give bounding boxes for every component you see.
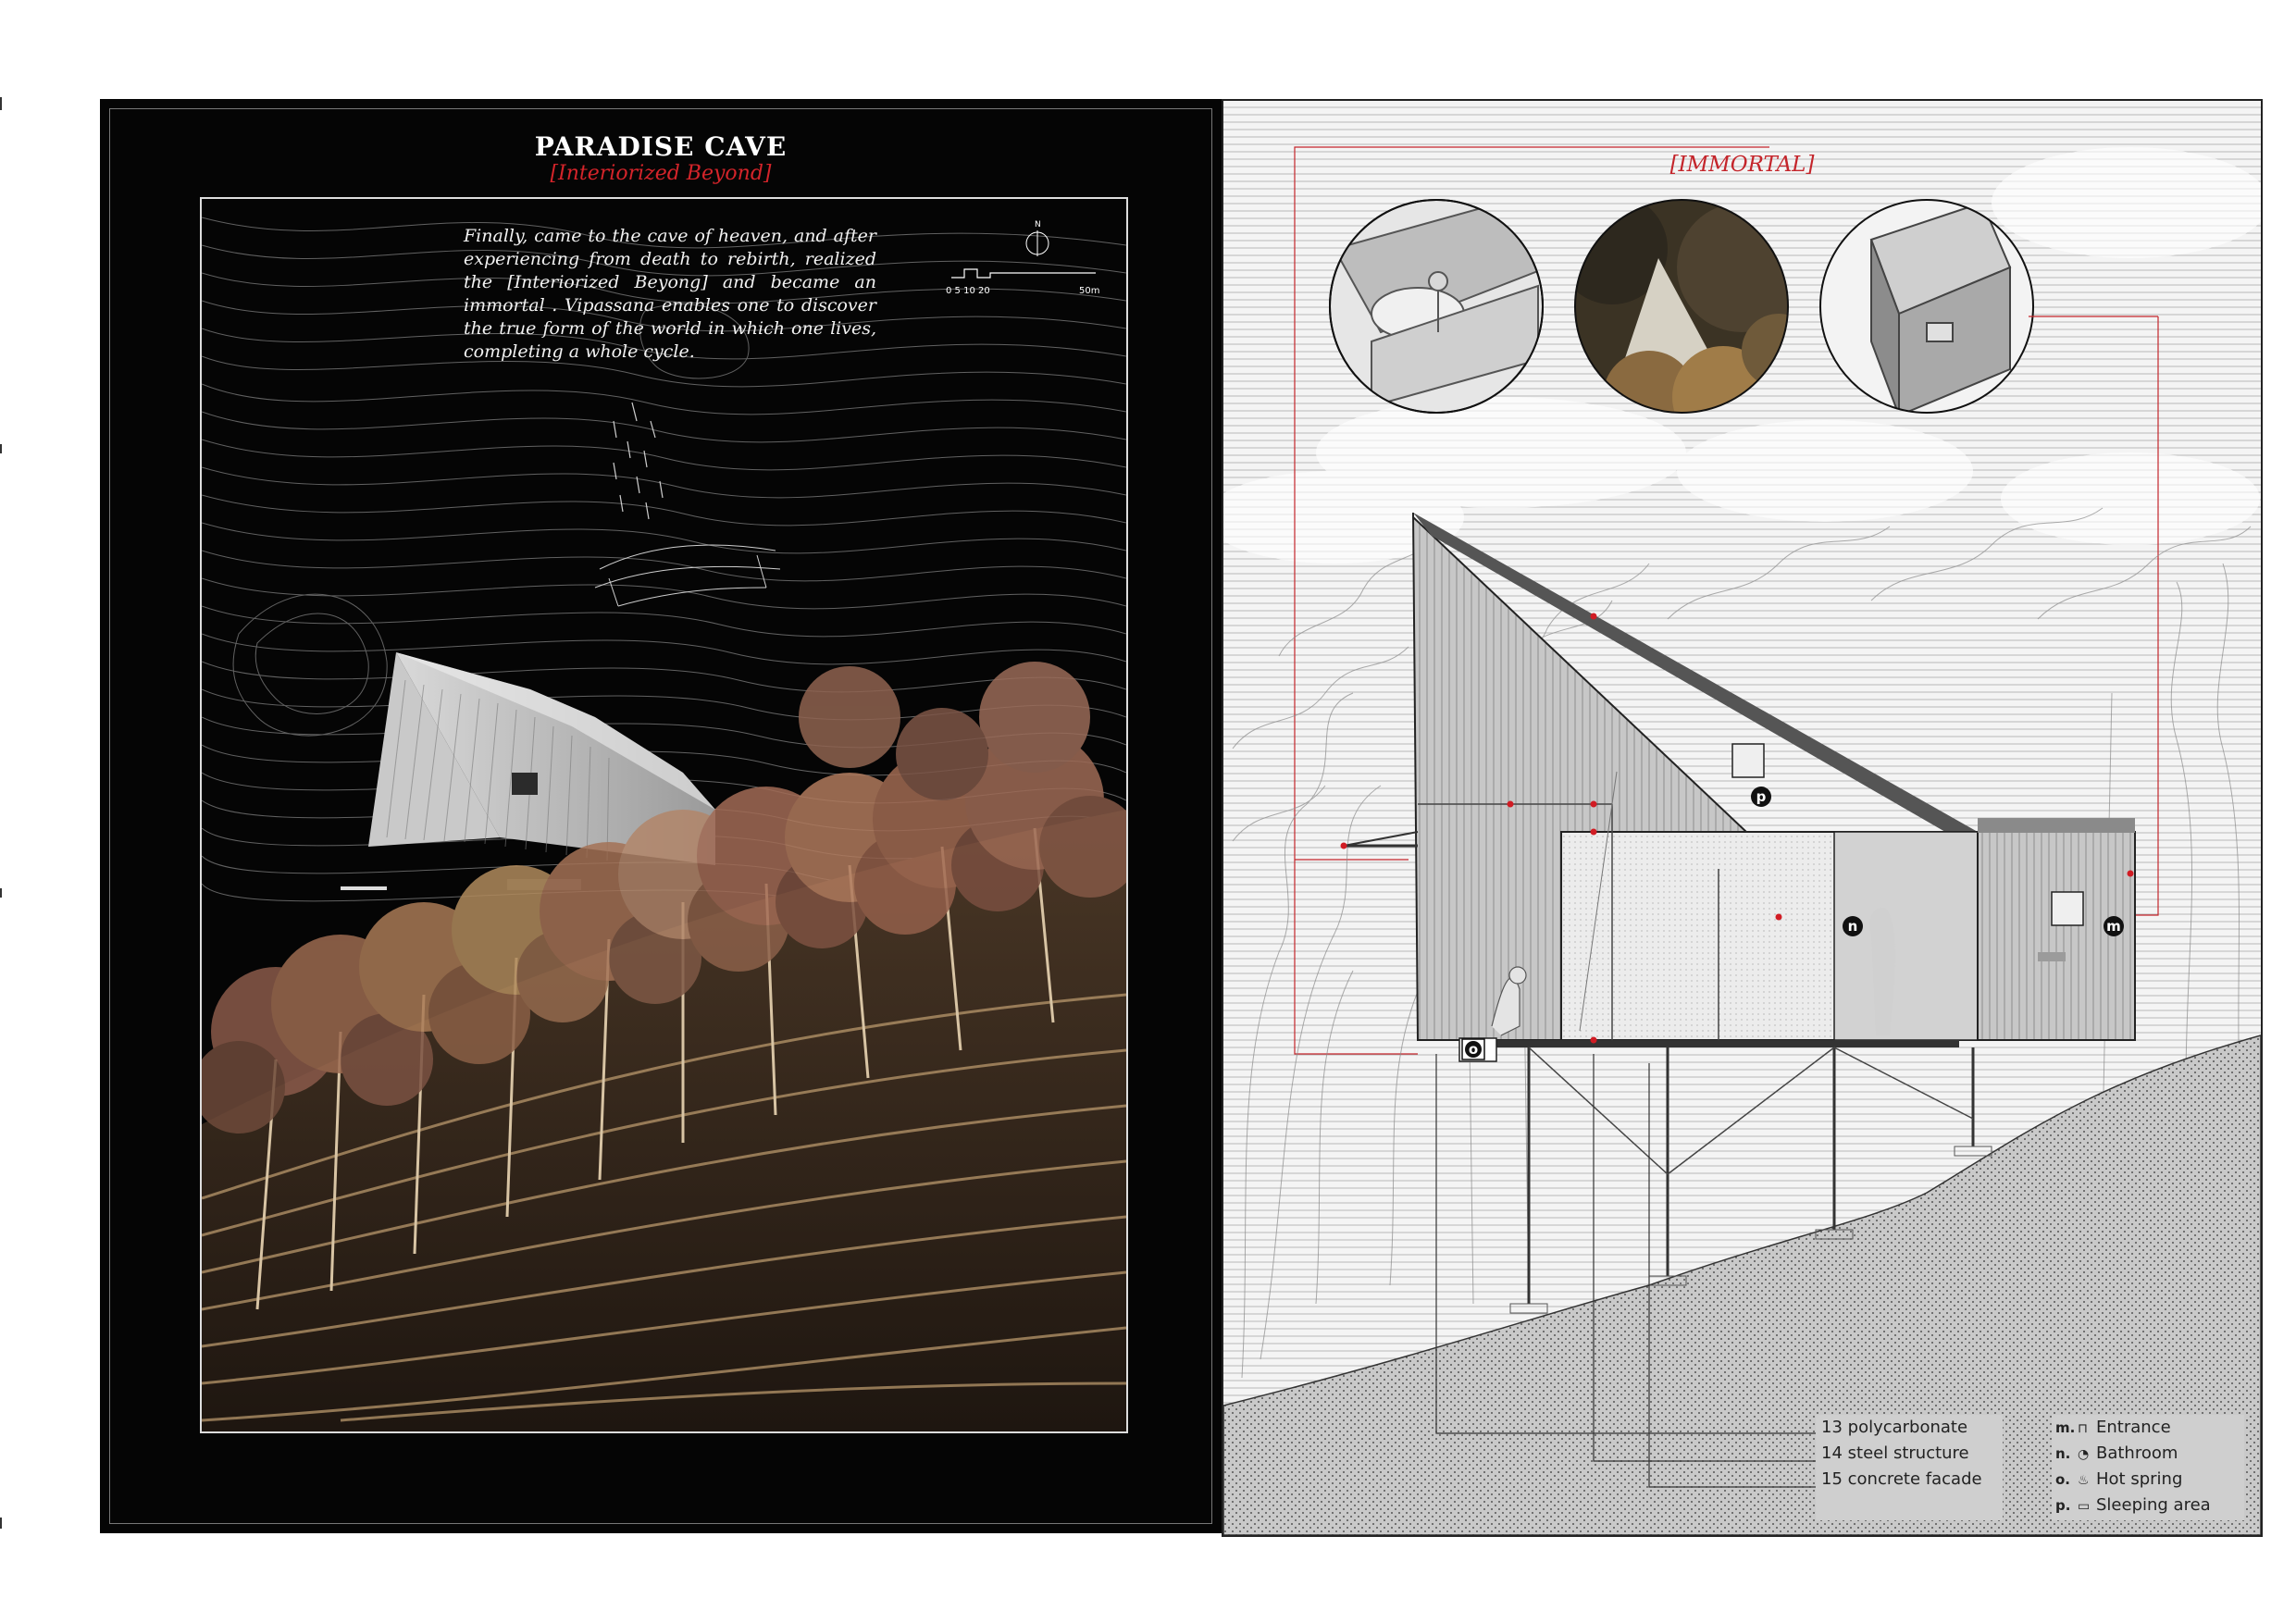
right-panel bbox=[1222, 99, 2263, 1537]
scale-ticks-label: 0 5 10 20 bbox=[946, 286, 990, 296]
area-item: m. ⊓ Entrance bbox=[2055, 1415, 2240, 1441]
edge-tick bbox=[0, 888, 2, 898]
panel-subtitle: [Interiorized Beyond] bbox=[550, 162, 772, 185]
material-item: 15 concrete facade bbox=[1821, 1469, 1982, 1489]
edge-tick bbox=[0, 1518, 2, 1529]
marker-m-label: m bbox=[2106, 918, 2121, 935]
marker-p-label: p bbox=[1756, 788, 1767, 805]
area-item: p. ▭ Sleeping area bbox=[2055, 1493, 2240, 1518]
section-title: [IMMORTAL] bbox=[1669, 153, 1815, 177]
vignette-bathroom bbox=[1820, 200, 2033, 415]
edge-tick bbox=[0, 97, 2, 110]
sleeping-area-icon: ▭ bbox=[2078, 1499, 2091, 1514]
bridge-sketch bbox=[595, 545, 780, 606]
material-item: 14 steel structure bbox=[1821, 1443, 1969, 1463]
model-photo-frame bbox=[200, 197, 1128, 1433]
bathroom-icon: ◔ bbox=[2078, 1447, 2090, 1462]
north-label: N bbox=[1035, 220, 1041, 229]
area-item: n. ◔ Bathroom bbox=[2055, 1441, 2240, 1467]
hot-spring-icon: ♨ bbox=[2078, 1473, 2090, 1488]
left-panel bbox=[100, 99, 1222, 1533]
entrance-icon: ⊓ bbox=[2078, 1421, 2088, 1436]
edge-tick bbox=[0, 444, 2, 453]
section-drawing bbox=[1223, 101, 2261, 1535]
scale-max-label: 50m bbox=[1079, 286, 1100, 296]
model-photograph bbox=[202, 199, 1126, 1431]
area-item: o. ♨ Hot spring bbox=[2055, 1467, 2240, 1493]
small-model-figures bbox=[614, 403, 663, 519]
materials-legend bbox=[1816, 1415, 2003, 1520]
material-item: 13 polycarbonate bbox=[1821, 1418, 1968, 1437]
marker-n-label: n bbox=[1847, 918, 1858, 935]
areas-legend bbox=[2052, 1415, 2244, 1520]
marker-o-label: o bbox=[1468, 1041, 1479, 1058]
panel-title: PARADISE CAVE bbox=[534, 131, 788, 162]
story-text: Finally, came to the cave of heaven, and after experiencing from death to rebirth, realized the [Interiorized Beyong] and became an immortal . Vipassana enables one to discover the true form of the world in which one lives, completing a whole cycle. bbox=[464, 226, 876, 362]
